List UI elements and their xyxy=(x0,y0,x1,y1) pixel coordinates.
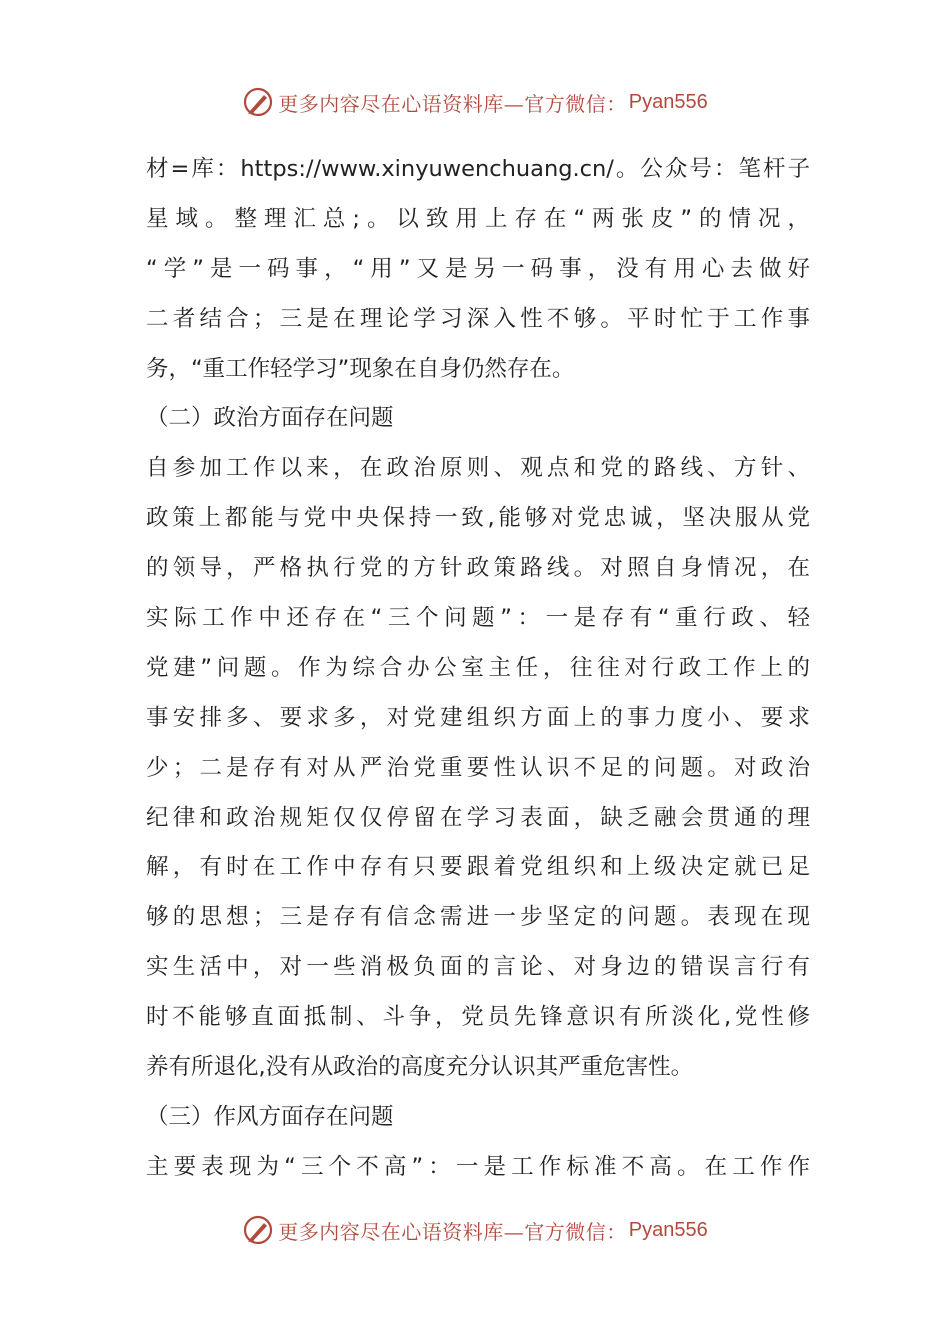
body-line: 二者结合；三是在理论学习深入性不够。平时忙于工作事 xyxy=(146,305,810,332)
pen-logo-icon xyxy=(242,86,274,118)
body-line: 解，有时在工作中存有只要跟着党组织和上级决定就已足 xyxy=(146,854,810,881)
body-line: 时不能够直面抵制、斗争，党员先锋意识有所淡化,党性修 xyxy=(146,1004,810,1031)
footer-watermark-id: Pyan556 xyxy=(628,1218,708,1241)
body-line: 够的思想；三是存有信念需进一步坚定的问题。表现在现 xyxy=(146,904,810,931)
body-line: 主要表现为“三个不高”：一是工作标准不高。在工作作 xyxy=(146,1153,810,1180)
body-line: 实际工作中还存在“三个问题”：一是存有“重行政、轻 xyxy=(146,605,810,632)
pen-logo-icon xyxy=(242,1214,274,1246)
body-line: 材=库：https://www.xinyuwenchuang.cn/。公众号：笔杆子 xyxy=(146,156,810,182)
section-heading: （三）作风方面存在问题 xyxy=(146,1103,394,1130)
body-line: 事安排多、要求多，对党建组织方面上的事力度小、要求 xyxy=(146,704,810,731)
body-line: 养有所退化,没有从政治的高度充分认识其严重危害性。 xyxy=(146,1054,694,1081)
header-watermark-text: 更多内容尽在心语资料库—官方微信： xyxy=(278,91,627,116)
body-line: 实生活中，对一些消极负面的言论、对身边的错误言行有 xyxy=(146,954,810,981)
footer-watermark-text: 更多内容尽在心语资料库—官方微信： xyxy=(278,1219,627,1244)
body-line: 自参加工作以来，在政治原则、观点和党的路线、方针、 xyxy=(146,455,810,482)
footer-watermark xyxy=(0,1210,950,1250)
document-body xyxy=(146,145,810,1193)
body-line: 党建”问题。作为综合办公室主任，往往对行政工作上的 xyxy=(146,654,810,681)
header-watermark xyxy=(0,82,950,122)
section-heading: （二）政治方面存在问题 xyxy=(146,405,394,432)
body-line: 政策上都能与党中央保持一致,能够对党忠诚，坚决服从党 xyxy=(146,505,810,532)
body-line: 星域。整理汇总;。以致用上存在“两张皮”的情况， xyxy=(146,205,810,232)
header-watermark-id: Pyan556 xyxy=(628,90,708,113)
body-line: 务，“重工作轻学习”现象在自身仍然存在。 xyxy=(146,355,575,382)
body-line: “学”是一码事，“用”又是另一码事，没有用心去做好 xyxy=(146,255,810,282)
body-line: 的领导，严格执行党的方针政策路线。对照自身情况，在 xyxy=(146,555,810,582)
body-line: 少；二是存有对从严治党重要性认识不足的问题。对政治 xyxy=(146,754,810,781)
body-line: 纪律和政治规矩仅仅停留在学习表面，缺乏融会贯通的理 xyxy=(146,804,810,831)
